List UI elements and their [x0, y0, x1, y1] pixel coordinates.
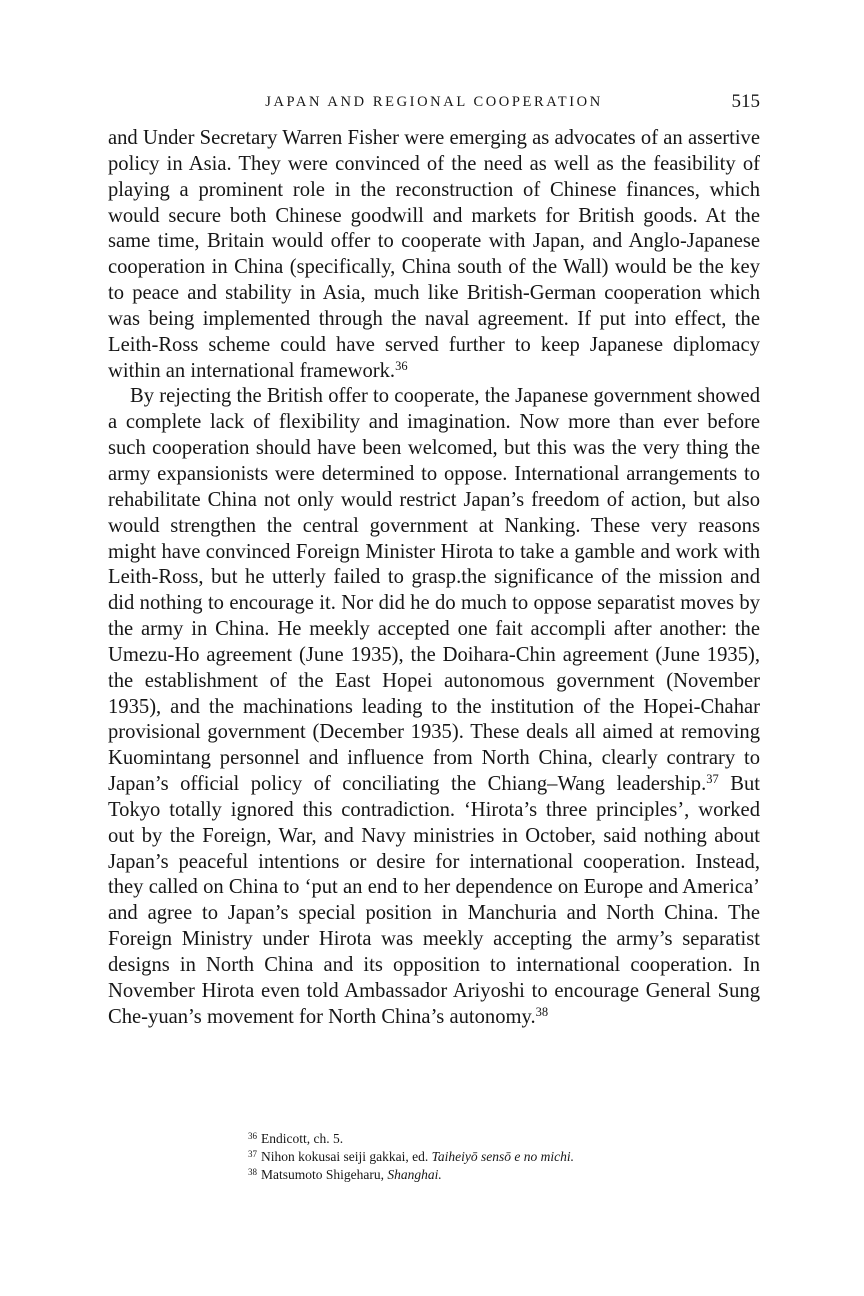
footnote-37 [248, 1148, 768, 1166]
footnote-title: Taiheiyō sensō e no michi. [431, 1149, 574, 1164]
paragraph-1-text: and Under Secretary Warren Fisher were emerging as advocates of an assertive policy in Asia. They were convinced of the need as well as the feasibility of playing a prominent role in the reconstruction of Chinese finances, which would secure both Chinese goodwill and markets for British goods. At the same time, Britain would offer to cooperate with Japan, and Anglo-Japanese cooperation in China (specifically, China south of the Wall) would be the key to peace and stability in Asia, much like British-German cooperation which was being implemented through the naval agreement. If put into effect, the Leith-Ross scheme could have served further to keep Japanese diplomacy within an international framework. [108, 127, 760, 382]
footnote-38 [248, 1166, 768, 1184]
footnotes [248, 1130, 768, 1184]
footnote-text: Endicott, ch. 5. [261, 1131, 344, 1146]
paragraph-1 [108, 126, 760, 384]
page-number: 515 [731, 91, 760, 112]
footnote-title: Shanghai. [387, 1167, 442, 1182]
running-head [108, 90, 760, 114]
footnote-mark: 37 [248, 1149, 257, 1159]
footnote-mark: 38 [248, 1167, 257, 1177]
body-text [108, 126, 760, 1031]
footnote-mark: 36 [248, 1131, 257, 1141]
note-ref-38: 38 [535, 1004, 549, 1019]
note-ref-37: 37 [706, 772, 719, 787]
paragraph-2 [108, 384, 760, 1030]
footnote-text: Matsumoto Shigeharu, [261, 1167, 388, 1182]
note-ref-36: 36 [395, 358, 408, 373]
running-title: JAPAN AND REGIONAL COOPERATION [265, 94, 603, 110]
footnote-text: Nihon kokusai seiji gakkai, ed. [261, 1149, 432, 1164]
paragraph-2-text-a: By rejecting the British offer to cooperate, the Japanese government showed a complete lack of flexibility and imagination. Now more than ever before such cooperation should have been welcomed, but this was the very thing the army expansionists were determined to oppose. International arrangements to rehabilitate China not only would restrict Japan’s freedom of action, but also would strengthen the central government at Nanking. These very reasons might have convinced Foreign Minister Hirota to take a gamble and work with Leith-Ross, but he utterly failed to grasp.the significance of the mission and did nothing to encourage it. Nor did he do much to oppose separatist moves by the army in China. He meekly accepted one fait accompli after another: the Umezu-Ho agreement (June 1935), the Doihara-Chin agreement (June 1935), the establishment of the East Hopei autonomous government (November 1935), and the machinations leading to the institution of the Hopei-Chahar provisional government (December 1935). These deals all aimed at removing Kuomintang personnel and influence from North China, clearly contrary to Japan’s official policy of conciliating the Chiang–Wang leadership. [108, 385, 760, 796]
footnote-36 [248, 1130, 768, 1148]
paragraph-2-text-b: But Tokyo totally ignored this contradiction. ‘Hirota’s three principles’, worked out by the Foreign, War, and Navy ministries in October, said nothing about Japan’s peaceful intentions or desire for international cooperation. Instead, they called on China to ‘put an end to her dependence on Europe and America’ and agree to Japan’s special position in Manchuria and North China. The Foreign Ministry under Hirota was meekly accepting the army’s separatist designs in North China and its opposition to international cooperation. In November Hirota even told Ambassador Ariyoshi to encourage General Sung Che-yuan’s movement for North China’s autonomy. [108, 773, 760, 1028]
